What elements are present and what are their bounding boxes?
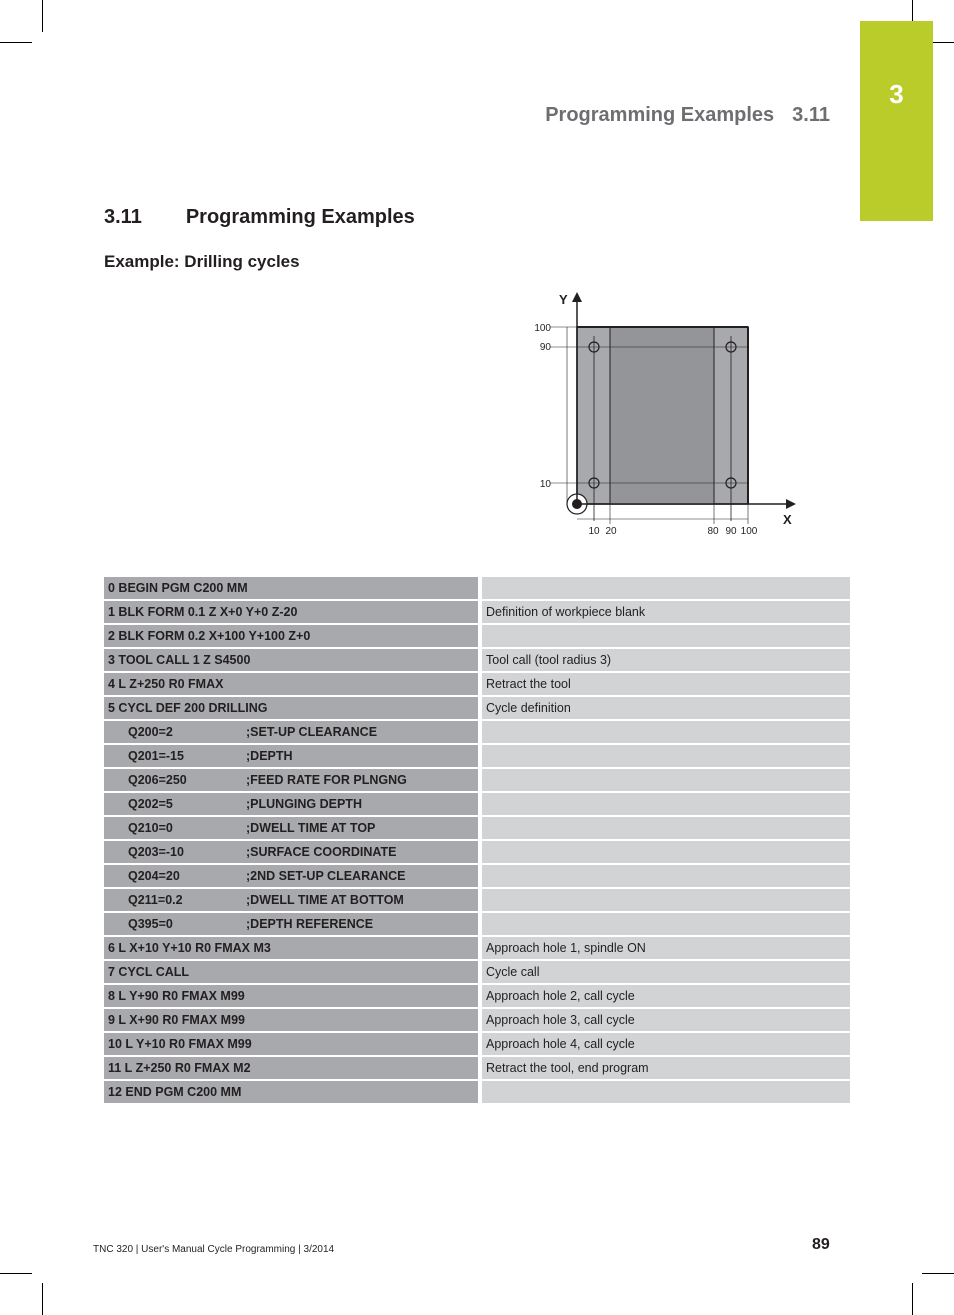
program-line xyxy=(104,817,850,839)
nc-code-cell xyxy=(104,745,482,767)
program-line xyxy=(104,841,850,863)
nc-block: 6 L X+10 Y+10 R0 FMAX M3 xyxy=(108,941,271,955)
crop-mark xyxy=(42,0,43,32)
nc-code-cell xyxy=(104,649,482,671)
y-axis-arrow-icon xyxy=(572,292,582,302)
section-heading xyxy=(104,206,415,229)
program-line xyxy=(104,649,850,671)
program-line xyxy=(104,721,850,743)
parameter-comment: ;DWELL TIME AT TOP xyxy=(246,821,376,835)
y-tick-label: 10 xyxy=(539,479,551,490)
program-line xyxy=(104,673,850,695)
nc-code-cell xyxy=(104,793,482,815)
crop-mark xyxy=(0,1273,32,1274)
x-axis-arrow-icon xyxy=(786,499,796,509)
parameter-comment: ;DEPTH xyxy=(246,749,293,763)
description-cell: Approach hole 1, spindle ON xyxy=(482,937,850,959)
crop-mark xyxy=(0,42,32,43)
nc-code-cell xyxy=(104,697,482,719)
description-cell: Tool call (tool radius 3) xyxy=(482,649,850,671)
description-cell: Retract the tool xyxy=(482,673,850,695)
nc-code-cell xyxy=(104,1033,482,1055)
x-tick-label: 100 xyxy=(740,526,758,537)
nc-code-cell xyxy=(104,601,482,623)
nc-code-cell xyxy=(104,985,482,1007)
program-line xyxy=(104,889,850,911)
description-cell: Approach hole 2, call cycle xyxy=(482,985,850,1007)
program-line xyxy=(104,745,850,767)
running-header-section: 3.11 xyxy=(792,104,830,126)
nc-block: 8 L Y+90 R0 FMAX M99 xyxy=(108,989,245,1003)
nc-code-cell xyxy=(104,625,482,647)
description-cell xyxy=(482,793,850,815)
nc-code-cell xyxy=(104,841,482,863)
nc-code-cell xyxy=(104,961,482,983)
nc-code-cell xyxy=(104,889,482,911)
parameter-comment: ;2ND SET-UP CLEARANCE xyxy=(246,869,406,883)
program-line xyxy=(104,577,850,599)
description-cell: Retract the tool, end program xyxy=(482,1057,850,1079)
nc-block: 2 BLK FORM 0.2 X+100 Y+100 Z+0 xyxy=(108,629,311,643)
description-cell xyxy=(482,817,850,839)
cycle-parameter: Q210=0 xyxy=(128,821,173,835)
description-cell: Cycle call xyxy=(482,961,850,983)
cycle-parameter: Q201=-15 xyxy=(128,749,184,763)
x-axis-label: X xyxy=(783,512,792,527)
workpiece-inner-face xyxy=(610,327,714,504)
nc-block: 3 TOOL CALL 1 Z S4500 xyxy=(108,653,251,667)
section-number: 3.11 xyxy=(104,206,142,228)
program-line xyxy=(104,961,850,983)
program-line xyxy=(104,1057,850,1079)
parameter-comment: ;SURFACE COORDINATE xyxy=(246,845,397,859)
nc-code-cell xyxy=(104,865,482,887)
page-number: 89 xyxy=(812,1236,830,1253)
cycle-parameter: Q200=2 xyxy=(128,725,173,739)
chapter-number: 3 xyxy=(889,79,904,109)
program-line xyxy=(104,985,850,1007)
nc-code-cell xyxy=(104,673,482,695)
running-header xyxy=(545,104,830,127)
crop-mark xyxy=(42,1283,43,1315)
y-axis-label: Y xyxy=(559,292,568,307)
footer-text: TNC 320 | User's Manual Cycle Programming | 3/2014 xyxy=(93,1244,335,1255)
program-line xyxy=(104,865,850,887)
nc-code-cell xyxy=(104,937,482,959)
cycle-parameter: Q395=0 xyxy=(128,917,173,931)
cycle-parameter: Q202=5 xyxy=(128,797,173,811)
nc-block: 11 L Z+250 R0 FMAX M2 xyxy=(108,1061,251,1075)
description-cell xyxy=(482,865,850,887)
description-cell xyxy=(482,745,850,767)
nc-block: 0 BEGIN PGM C200 MM xyxy=(108,581,248,595)
program-line xyxy=(104,1081,850,1103)
program-table-body xyxy=(104,577,850,1103)
nc-code-cell xyxy=(104,721,482,743)
cycle-parameter: Q204=20 xyxy=(128,869,180,883)
crop-mark xyxy=(922,1273,954,1274)
cycle-parameter: Q203=-10 xyxy=(128,845,184,859)
parameter-comment: ;PLUNGING DEPTH xyxy=(246,797,362,811)
description-cell: Cycle definition xyxy=(482,697,850,719)
y-tick-label: 90 xyxy=(539,342,551,353)
description-cell: Approach hole 4, call cycle xyxy=(482,1033,850,1055)
nc-code-cell xyxy=(104,769,482,791)
program-line xyxy=(104,601,850,623)
nc-code-cell xyxy=(104,1009,482,1031)
program-line xyxy=(104,697,850,719)
y-tick-label: 100 xyxy=(534,323,551,334)
chapter-tab xyxy=(860,21,933,221)
description-cell xyxy=(482,841,850,863)
x-tick-label: 10 xyxy=(588,526,600,537)
nc-code-cell xyxy=(104,817,482,839)
program-line xyxy=(104,793,850,815)
nc-block: 7 CYCL CALL xyxy=(108,965,190,979)
program-line xyxy=(104,769,850,791)
description-cell xyxy=(482,721,850,743)
nc-code-cell xyxy=(104,1057,482,1079)
program-table xyxy=(104,575,850,1105)
x-tick-label: 20 xyxy=(605,526,617,537)
parameter-comment: ;DEPTH REFERENCE xyxy=(246,917,374,931)
nc-block: 10 L Y+10 R0 FMAX M99 xyxy=(108,1037,252,1051)
nc-code-cell xyxy=(104,913,482,935)
workpiece-drawing xyxy=(520,286,810,546)
x-tick-label: 80 xyxy=(707,526,719,537)
description-cell xyxy=(482,913,850,935)
cycle-parameter: Q211=0.2 xyxy=(128,893,183,907)
parameter-comment: ;FEED RATE FOR PLNGNG xyxy=(246,773,407,787)
description-cell xyxy=(482,889,850,911)
nc-block: 5 CYCL DEF 200 DRILLING xyxy=(108,701,268,715)
running-header-title: Programming Examples xyxy=(545,104,775,126)
parameter-comment: ;DWELL TIME AT BOTTOM xyxy=(246,893,404,907)
nc-block: 12 END PGM C200 MM xyxy=(108,1085,242,1099)
nc-block: 4 L Z+250 R0 FMAX xyxy=(108,677,224,691)
nc-code-cell xyxy=(104,1081,482,1103)
example-heading: Example: Drilling cycles xyxy=(104,252,300,271)
description-cell xyxy=(482,1081,850,1103)
program-line xyxy=(104,1033,850,1055)
program-line xyxy=(104,625,850,647)
description-cell: Definition of workpiece blank xyxy=(482,601,850,623)
description-cell xyxy=(482,577,850,599)
nc-block: 9 L X+90 R0 FMAX M99 xyxy=(108,1013,245,1027)
crop-mark xyxy=(912,1283,913,1315)
section-title: Programming Examples xyxy=(185,206,415,228)
program-line xyxy=(104,937,850,959)
cycle-parameter: Q206=250 xyxy=(128,773,187,787)
parameter-comment: ;SET-UP CLEARANCE xyxy=(246,725,378,739)
description-cell: Approach hole 3, call cycle xyxy=(482,1009,850,1031)
nc-code-cell xyxy=(104,577,482,599)
program-line xyxy=(104,1009,850,1031)
nc-block: 1 BLK FORM 0.1 Z X+0 Y+0 Z-20 xyxy=(108,605,298,619)
program-line xyxy=(104,913,850,935)
description-cell xyxy=(482,769,850,791)
x-tick-label: 90 xyxy=(725,526,737,537)
description-cell xyxy=(482,625,850,647)
